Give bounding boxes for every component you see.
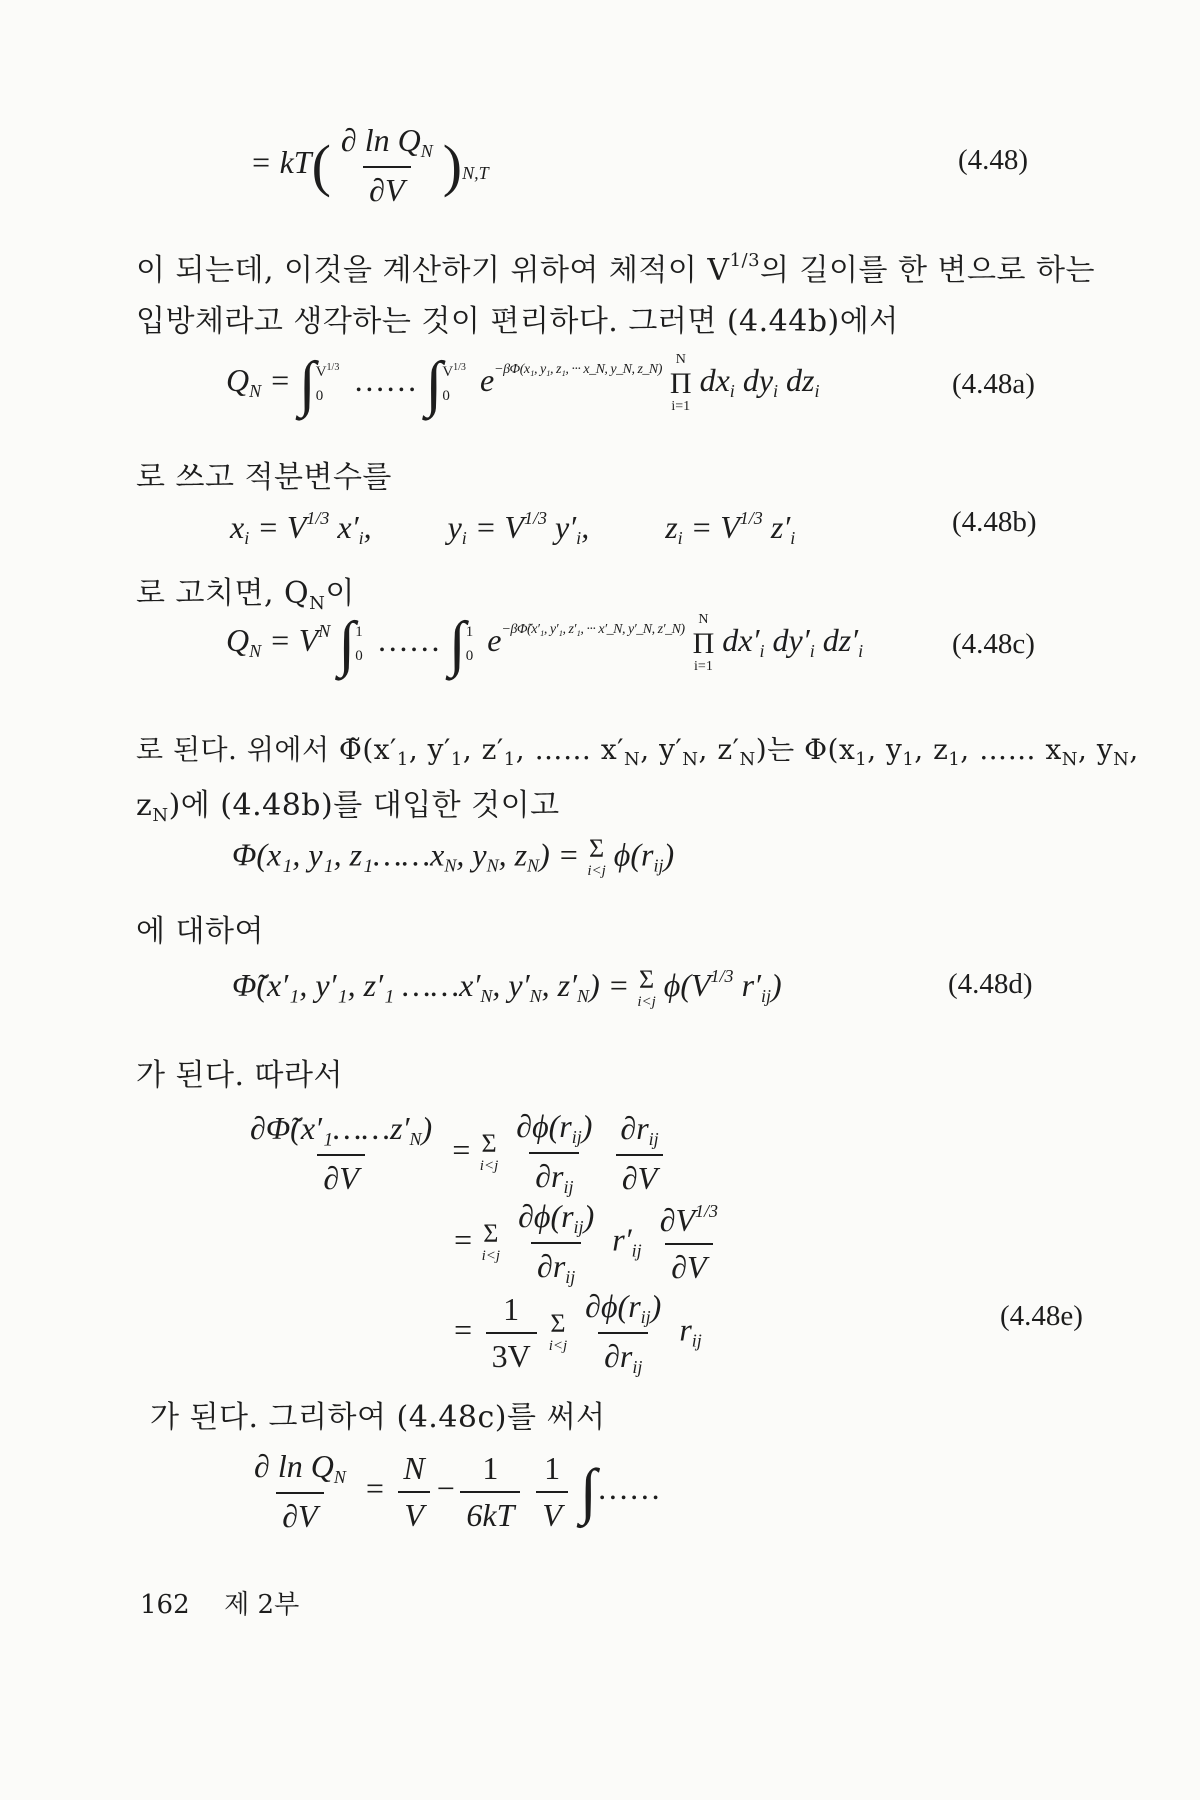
summation-operator: Σ i<j xyxy=(637,964,656,1010)
page-footer xyxy=(140,1584,299,1621)
equation-phi: Φ(x₁, y₁, $z_1\dots\dots x_N$, $y_N$, $z_N$) = Σ i<j $\phi(r_{ij})$ xyxy=(232,834,675,879)
part-label: 제 2부 xyxy=(224,1590,300,1620)
page-number: 162 xyxy=(140,1590,190,1620)
summation-operator: Σ i<j xyxy=(479,1129,499,1174)
equation-label: (4.48) xyxy=(958,144,1029,176)
equation-label: (4.48b) xyxy=(952,506,1037,538)
paragraph-line: 입방체라고 생각하는 것이 편리하다. 그러면 (4.44b)에서 xyxy=(136,304,899,339)
outer-subscript: N,T xyxy=(462,162,489,183)
equation-lhs: = kT xyxy=(250,143,312,180)
equation-4-48c: $Q_N = V^N$ ∫ 1 0 …… ∫ 1 0 $e^{-\beta\Phĩ(x'_1, y'_1, z'_1, \cdot\cdot\cdot x'\_N, y'\_N, z'\_N)}$ N Π i=1 $dx'_i$ $dy'_i$ $dz'_i$ xyxy=(226,609,864,678)
paragraph-line: 로 된다. 위에서 $\Phĩ(x'_1$, $y'_1$, $z'_1$, …… $x'_N$, $y'_N$, $z'_N$)는 $\Phi(x_1$, $y_1$, $z_1$, …… $x_N$, $y_N$, xyxy=(136,733,1139,770)
integral-sign: ∫ xyxy=(338,609,356,678)
equation-4-48: = kT( $\frac{\partial \ln Q_N}{\partial V}$ )$_{N,T}$ xyxy=(250,122,489,208)
integral-sign: ∫ xyxy=(298,349,316,418)
paragraph-line: 이 되는데, 이것을 계산하기 위하여 체적이 $V^{1/3}$의 길이를 한 변으로 하는 xyxy=(136,250,1095,288)
summation-operator: Σ i<j xyxy=(481,1219,501,1264)
integral-sign: ∫ xyxy=(448,609,466,678)
product-operator: N Π i=1 xyxy=(669,352,692,414)
paragraph-line: 가 된다. 그리하여 (4.48c)를 써서 xyxy=(150,1400,606,1435)
summation-operator: Σ i<j xyxy=(587,834,606,879)
equation-label: (4.48a) xyxy=(952,368,1035,400)
paragraph-line: 에 대하여 xyxy=(136,914,264,949)
equation-4-48d: Φ̃(x′₁, y′₁, z′₁ $\dots\dots x'_N$, $y'_N$, $z'_N$) = Σ i<j $\phi(V^{1/3}$ $r'_{ij}$) xyxy=(232,964,782,1010)
paragraph-line: 가 된다. 따라서 xyxy=(136,1058,343,1093)
equation-4-48b: $x_i = V^{1/3}$ $x'_i$, $y_i = V^{1/3}$ $y'_i$, $z_i = V^{1/3}$ $z'_i$ xyxy=(230,508,796,548)
equation-label: (4.48e) xyxy=(1000,1300,1083,1332)
equation-4-48e-line1: $\frac{\partial\Phĩ(x'_1\dots\dots z'_N)}{\partial V}$ = Σ i<j $\frac{\partial\phi(r_{ij})}{\partial r_{ij}}$ $\frac{\partial r_{ij}}{\partial V}$ xyxy=(240,1108,669,1198)
equation-label: (4.48d) xyxy=(948,968,1033,1000)
integral-sign: ∫ xyxy=(425,349,443,418)
equation-final: $\frac{\partial \ln Q_N}{\partial V}$ = $\frac{N}{V}$ − $\frac{1}{6kT}$ $\frac{1}{V}$ ∫…… xyxy=(254,1448,661,1534)
paragraph-line: 로 쓰고 적분변수를 xyxy=(136,460,392,495)
paragraph-line: $z_N$)에 (4.48b)를 대입한 것이고 xyxy=(136,788,560,826)
equation-4-48a: $Q_N$ = ∫ $V^{1/3}$ 0 …… ∫ $V^{1/3}$ 0 $e^{-\beta\Phi(x_1, y_1, z_1, \cdot\cdot\cdot x\_N, y\_N, z\_N)}$ N Π i=1 $dx_i$ $dy_i$ $dz_i$ xyxy=(226,349,820,418)
equation-4-48e-line3: = $\frac{1}{3V}$ Σ i<j $\frac{\partial\phi(r_{ij})}{\partial r_{ij}}$ $r_{ij}$ xyxy=(452,1288,702,1377)
summation-operator: Σ i<j xyxy=(548,1309,568,1354)
fraction-denominator: ∂V xyxy=(363,166,410,209)
equation-4-48e-line2: = Σ i<j $\frac{\partial\phi(r_{ij})}{\partial r_{ij}}$ $r'_{ij}$ $\frac{\partial V^{1/3}}{\partial V}$ xyxy=(452,1198,719,1287)
product-operator: N Π i=1 xyxy=(692,612,715,674)
exponent: −βΦ̃(x′₁, y′₁, z′₁, ··· x′_N, y′_N, z′_N) xyxy=(501,622,685,638)
integral-sign: ∫ xyxy=(579,1457,597,1526)
paragraph-line: 로 고치면, $Q_N$이 xyxy=(136,576,355,614)
fraction-numerator: ∂ ln Q xyxy=(340,122,421,158)
exponent: −βΦ(x₁, y₁, z₁, ··· x_N, y_N, z_N) xyxy=(494,362,662,378)
equation-label: (4.48c) xyxy=(952,628,1035,660)
